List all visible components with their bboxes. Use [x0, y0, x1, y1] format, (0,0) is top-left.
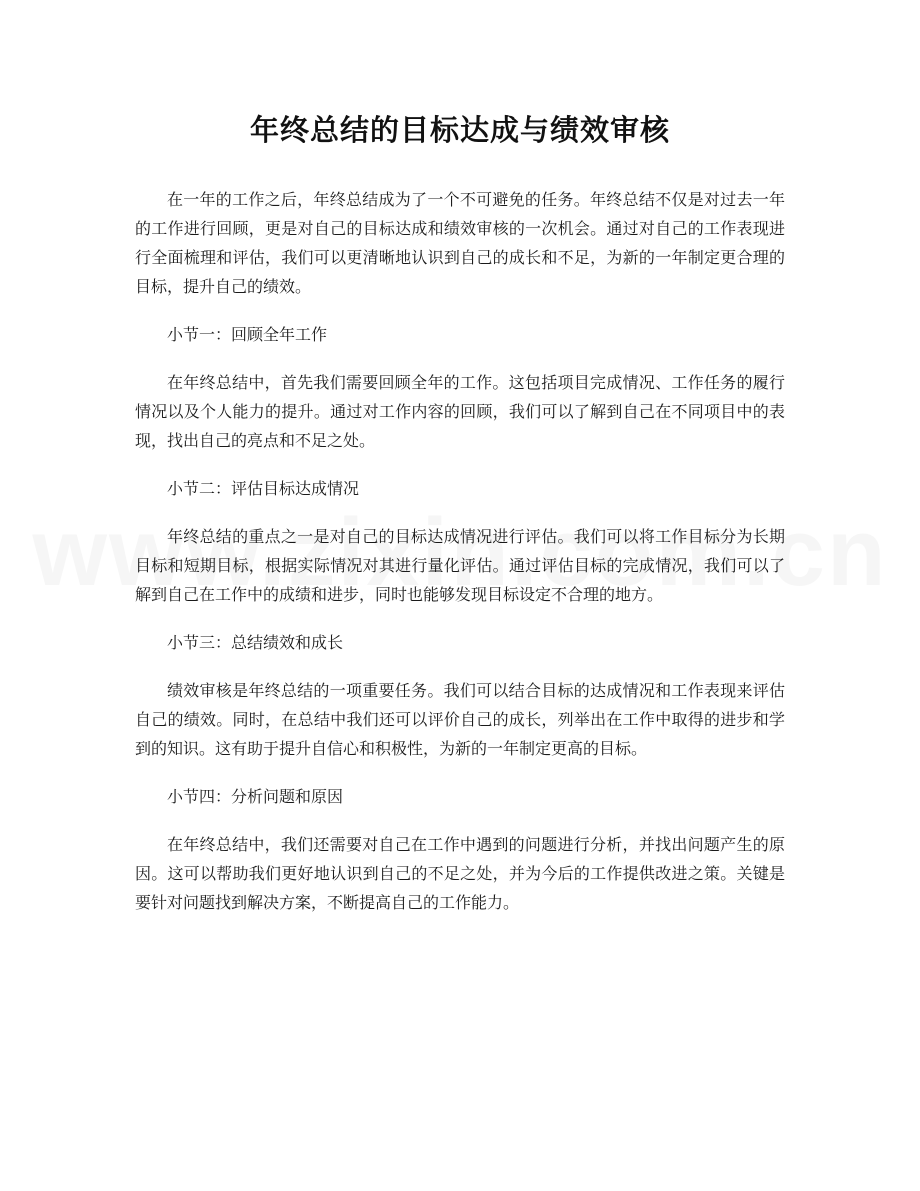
section-2-paragraph: 年终总结的重点之一是对自己的目标达成情况进行评估。我们可以将工作目标分为长期目标和短期目标，根据实际情况对其进行量化评估。通过评估目标的完成情况，我们可以了解到自己在工作中的成绩和进步，同时也能够发现目标设定不合理的地方。 [135, 527, 785, 604]
page-title: 年终总结的目标达成与绩效审核 [249, 113, 670, 147]
intro-paragraph: 在一年的工作之后，年终总结成为了一个不可避免的任务。年终总结不仅是对过去一年的工作进行回顾，更是对自己的目标达成和绩效审核的一次机会。通过对自己的工作表现进行全面梳理和评估，我们可以更清晰地认识到自己的成长和不足，为新的一年制定更合理的目标，提升自己的绩效。 [135, 190, 785, 296]
section-2-heading: 小节二：评估目标达成情况 [167, 479, 360, 498]
section-4-paragraph: 在年终总结中，我们还需要对自己在工作中遇到的问题进行分析，并找出问题产生的原因。这可以帮助我们更好地认识到自己的不足之处，并为今后的工作提供改进之策。关键是要针对问题找到解决方案，不断提高自己的工作能力。 [135, 835, 785, 912]
section-3-heading: 小节三：总结绩效和成长 [167, 633, 344, 652]
section-4-heading: 小节四：分析问题和原因 [167, 787, 344, 806]
section-3-paragraph: 绩效审核是年终总结的一项重要任务。我们可以结合目标的达成情况和工作表现来评估自己的绩效。同时，在总结中我们还可以评价自己的成长，列举出在工作中取得的进步和学到的知识。这有助于提升自信心和积极性，为新的一年制定更高的目标。 [135, 681, 785, 758]
section-1-heading: 小节一：回顾全年工作 [167, 325, 328, 344]
document-body [135, 185, 785, 936]
section-1-paragraph: 在年终总结中，首先我们需要回顾全年的工作。这包括项目完成情况、工作任务的履行情况以及个人能力的提升。通过对工作内容的回顾，我们可以了解到自己在不同项目中的表现，找出自己的亮点和不足之处。 [135, 373, 785, 450]
